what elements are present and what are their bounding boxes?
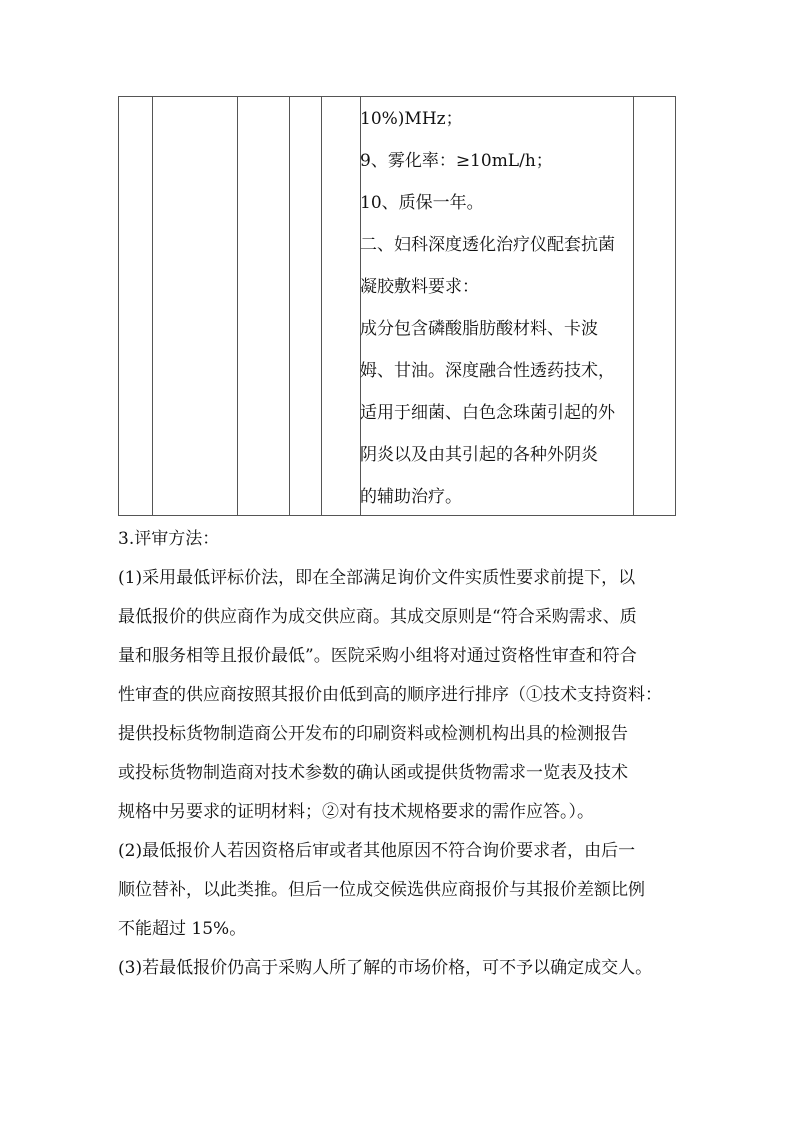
table-column-divider xyxy=(321,97,322,515)
table-cell-line: 10、质保一年。 xyxy=(360,193,484,213)
paragraph-line: 或投标货物制造商对技术参数的确认函或提供货物需求一览表及技术 xyxy=(118,763,628,783)
section-heading: 3.评审方法： xyxy=(118,529,220,549)
table-cell-line: 凝胶敷料要求： xyxy=(360,277,479,297)
table-cell-line: 的辅助治疗。 xyxy=(360,487,462,507)
paragraph-line: 不能超过 15%。 xyxy=(118,919,247,939)
paragraph-line: 提供投标货物制造商公开发布的印刷资料或检测机构出具的检测报告 xyxy=(118,724,628,744)
paragraph-line: (3)若最低报价仍高于采购人所了解的市场价格，可不予以确定成交人。 xyxy=(118,958,653,978)
table-cell-line: 成分包含磷酸脂肪酸材料、卡波 xyxy=(360,319,598,339)
table-cell-line: 适用于细菌、白色念珠菌引起的外 xyxy=(360,403,615,423)
evaluation-method-section xyxy=(118,520,688,988)
table-cell-line: 10%)MHz； xyxy=(360,109,463,129)
table-cell-line: 9、雾化率：≥10mL/h； xyxy=(360,151,553,171)
paragraph-line: 顺位替补，以此类推。但后一位成交候选供应商报价与其报价差额比例 xyxy=(118,880,645,900)
table-column-divider xyxy=(237,97,238,515)
paragraph-line: (1)采用最低评标价法，即在全部满足询价文件实质性要求前提下，以 xyxy=(118,568,636,588)
table-column-divider xyxy=(289,97,290,515)
table-cell-requirements xyxy=(360,96,632,518)
paragraph-line: 规格中另要求的证明材料；②对有技术规格要求的需作应答。）。 xyxy=(118,802,594,822)
table-column-divider xyxy=(633,97,634,515)
paragraph-line: 最低报价的供应商作为成交供应商。其成交原则是“符合采购需求、质 xyxy=(118,607,637,627)
table-cell-line: 阴炎以及由其引起的各种外阴炎 xyxy=(360,445,598,465)
paragraph-line: 性审查的供应商按照其报价由低到高的顺序进行排序（①技术支持资料： xyxy=(118,685,662,705)
table-cell-line: 姆、甘油。深度融合性透药技术， xyxy=(360,361,615,381)
table-column-divider xyxy=(152,97,153,515)
paragraph-line: (2)最低报价人若因资格后审或者其他原因不符合询价要求者，由后一 xyxy=(118,841,636,861)
table-cell-line: 二、妇科深度透化治疗仪配套抗菌 xyxy=(360,235,615,255)
paragraph-line: 量和服务相等且报价最低”。医院采购小组将对通过资格性审查和符合 xyxy=(118,646,637,666)
